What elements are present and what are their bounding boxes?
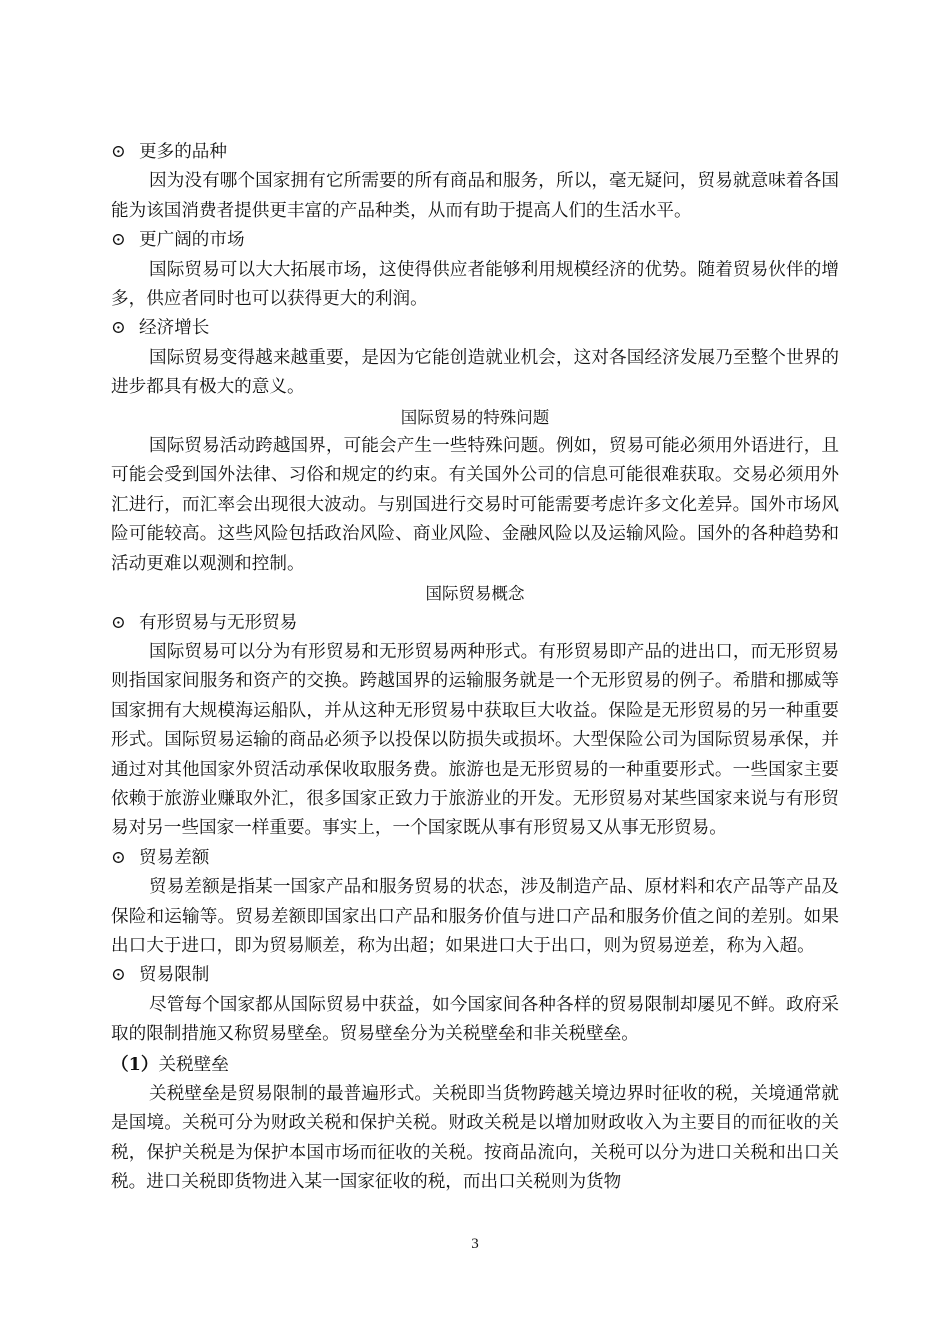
bullet-heading-text: 更多的品种 xyxy=(139,142,227,162)
bullet-heading xyxy=(111,609,839,638)
section-heading: 国际贸易的特殊问题 xyxy=(400,407,550,427)
paragraph: 国际贸易可以大大拓展市场，这使得供应者能够利用规模经济的优势。随着贸易伙伴的增多，供应者同时也可以获得更大的利润。 xyxy=(111,259,839,310)
bullet-heading xyxy=(111,844,839,873)
paragraph: 关税壁垒是贸易限制的最普遍形式。关税即当货物跨越关境边界时征收的税，关境通常就是国境。关税可分为财政关税和保护关税。财政关税是以增加财政收入为主要目的而征收的关税，保护关税是为保护本国市场而征收的关税。按商品流向，关税可以分为进口关税和出口关税。进口关税即货物进入某一国家征收的税，而出口关税则为货物 xyxy=(111,1084,839,1193)
bullet-heading xyxy=(111,226,839,255)
page-content xyxy=(111,138,839,1198)
circle-dot-icon: ⊙ xyxy=(111,965,126,986)
bullet-heading xyxy=(111,314,839,343)
bullet-heading-text: 贸易差额 xyxy=(139,847,210,868)
paragraph: 尽管每个国家都从国际贸易中获益，如今国家间各种各样的贸易限制却屡见不鲜。政府采取的限制措施又称贸易壁垒。贸易壁垒分为关税壁垒和非关税壁垒。 xyxy=(111,994,839,1045)
subsection-number: （1） xyxy=(111,1053,159,1075)
bullet-heading-text: 更广阔的市场 xyxy=(139,230,245,251)
circle-dot-icon: ⊙ xyxy=(111,612,126,633)
subsection-heading xyxy=(111,1050,839,1080)
circle-dot-icon: ⊙ xyxy=(111,318,126,339)
paragraph: 因为没有哪个国家拥有它所需要的所有商品和服务，所以，毫无疑问，贸易就意味着各国能为该国消费者提供更丰富的产品种类，从而有助于提高人们的生活水平。 xyxy=(111,171,839,221)
paragraph: 国际贸易活动跨越国界，可能会产生一些特殊问题。例如，贸易可能必须用外语进行，且可能会受到国外法律、习俗和规定的约束。有关国外公司的信息可能很难获取。交易必须用外汇进行，而汇率会出现很大波动。与别国进行交易时可能需要考虑许多文化差异。国外市场风险可能较高。这些风险包括政治风险、商业风险、金融风险以及运输风险。国外的各种趋势和活动更难以观测和控制。 xyxy=(111,436,839,574)
section-heading: 国际贸易概念 xyxy=(425,584,525,604)
circle-dot-icon: ⊙ xyxy=(111,230,126,251)
page-number: 3 xyxy=(471,1236,479,1252)
circle-dot-icon: ⊙ xyxy=(111,142,126,162)
bullet-heading xyxy=(111,138,839,167)
circle-dot-icon: ⊙ xyxy=(111,847,126,868)
bullet-heading-text: 贸易限制 xyxy=(139,965,210,986)
paragraph: 国际贸易可以分为有形贸易和无形贸易两种形式。有形贸易即产品的进出口，而无形贸易则指国家间服务和资产的交换。跨越国界的运输服务就是一个无形贸易的例子。希腊和挪威等国家拥有大规模海运船队，并从这种无形贸易中获取巨大收益。保险是无形贸易的另一种重要形式。国际贸易运输的商品必须予以投保以防损失或损坏。大型保险公司为国际贸易承保，并通过对其他国家外贸活动承保收取服务费。旅游也是无形贸易的一种重要形式。一些国家主要依赖于旅游业赚取外汇，很多国家正致力于旅游业的开发。无形贸易对某些国家来说与有形贸易对另一些国家一样重要。事实上，一个国家既从事有形贸易又从事无形贸易。 xyxy=(111,641,839,839)
bullet-heading-text: 有形贸易与无形贸易 xyxy=(139,612,298,633)
paragraph: 贸易差额是指某一国家产品和服务贸易的状态，涉及制造产品、原材料和农产品等产品及保险和运输等。贸易差额即国家出口产品和服务价值与进口产品和服务价值之间的差别。如果出口大于进口，即为贸易顺差，称为出超；如果进口大于出口，则为贸易逆差，称为入超。 xyxy=(111,877,839,956)
paragraph: 国际贸易变得越来越重要，是因为它能创造就业机会，这对各国经济发展乃至整个世界的进步都具有极大的意义。 xyxy=(111,347,839,398)
bullet-heading xyxy=(111,961,839,990)
bullet-heading-text: 经济增长 xyxy=(139,318,210,339)
subsection-title: 关税壁垒 xyxy=(158,1054,229,1075)
